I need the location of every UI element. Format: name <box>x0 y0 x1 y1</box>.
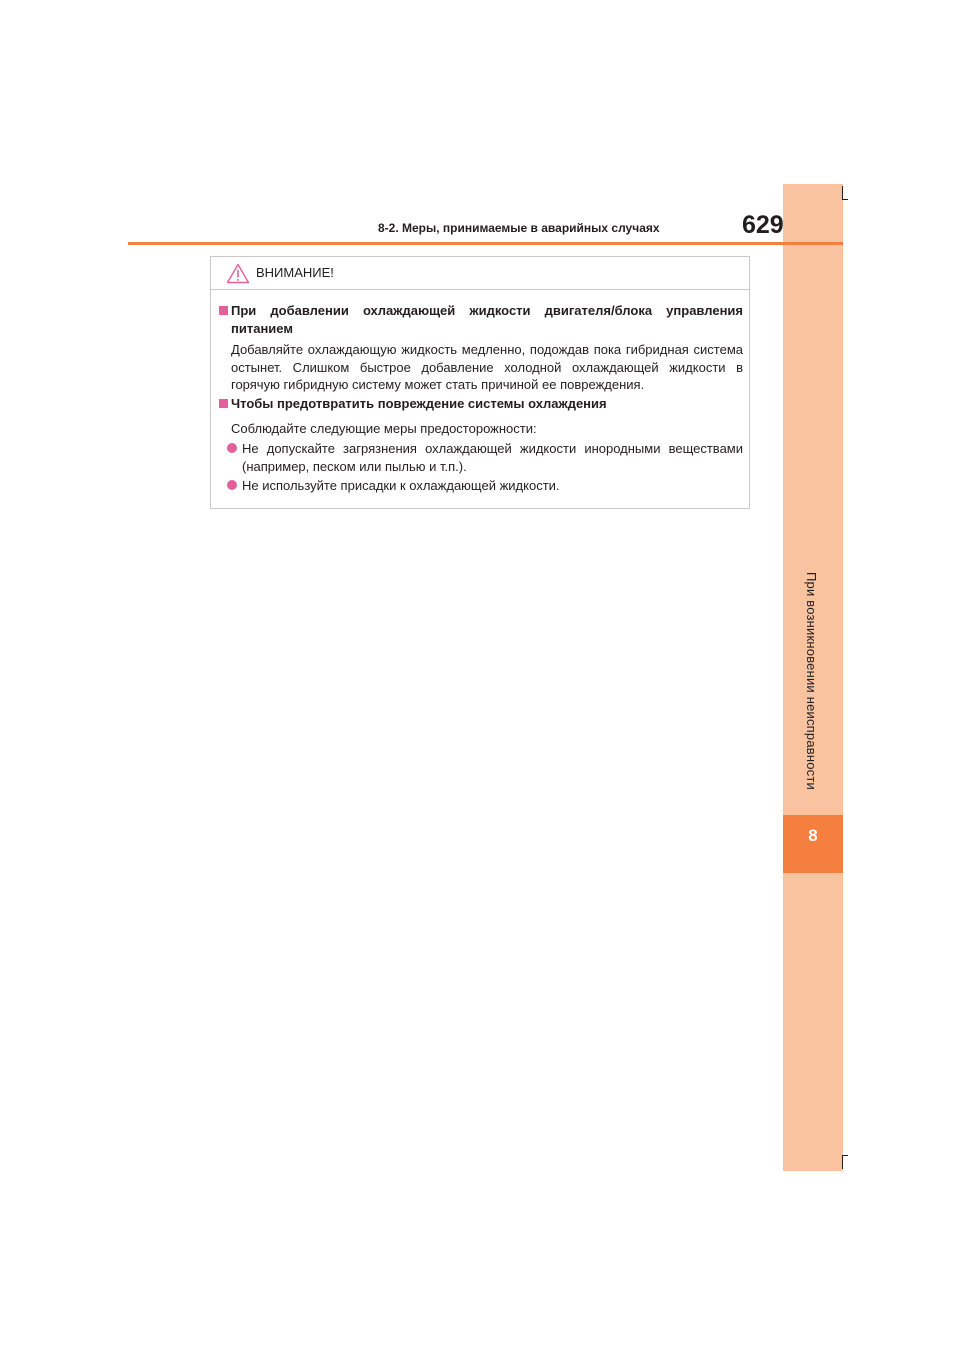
section-title: 8-2. Меры, принимаемые в аварийных случаях <box>378 221 660 235</box>
crop-mark-bottom <box>842 1155 843 1169</box>
header-rule <box>128 242 843 245</box>
crop-mark-top <box>842 186 843 200</box>
page-number: 629 <box>742 211 784 239</box>
square-bullet-icon <box>219 399 228 408</box>
section-paragraph: Добавляйте охлаждающую жидкость медленно, подождав пока гибридная система остынет. Слишком быстрое добавление холодной охлаждающей жидкости в горячую гибридную систему может стать причиной ее повреждения. <box>231 342 743 392</box>
crop-mark-bottom-h <box>842 1155 848 1156</box>
caution-section-prevent-damage-text <box>219 420 743 438</box>
caution-title: ВНИМАНИЕ! <box>256 265 334 280</box>
round-bullet-icon <box>227 443 237 453</box>
crop-mark-top-h <box>842 199 848 200</box>
caution-box <box>210 256 750 509</box>
section-paragraph: Соблюдайте следующие меры предосторожности: <box>231 421 537 436</box>
caution-header <box>211 257 749 290</box>
chapter-title-vertical: При возникновении неисправности <box>804 572 819 790</box>
list-item <box>219 477 743 495</box>
bullet-text: Не используйте присадки к охлаждающей жидкости. <box>242 478 560 493</box>
list-item <box>219 440 743 475</box>
square-bullet-icon <box>219 306 228 315</box>
bullet-text: Не допускайте загрязнения охлаждающей жидкости инородными веществами (например, песком или пылью и т.п.). <box>242 441 743 474</box>
caution-section-prevent-damage <box>219 395 743 413</box>
round-bullet-icon <box>227 480 237 490</box>
warning-triangle-icon <box>226 263 250 289</box>
section-heading: При добавлении охлаждающей жидкости двигателя/блока управления питанием <box>231 303 743 336</box>
section-heading: Чтобы предотвратить повреждение системы охлаждения <box>231 396 607 411</box>
caution-section-coolant-adding <box>219 302 743 337</box>
chapter-number: 8 <box>808 826 818 845</box>
caution-section-coolant-adding-text <box>219 341 743 394</box>
